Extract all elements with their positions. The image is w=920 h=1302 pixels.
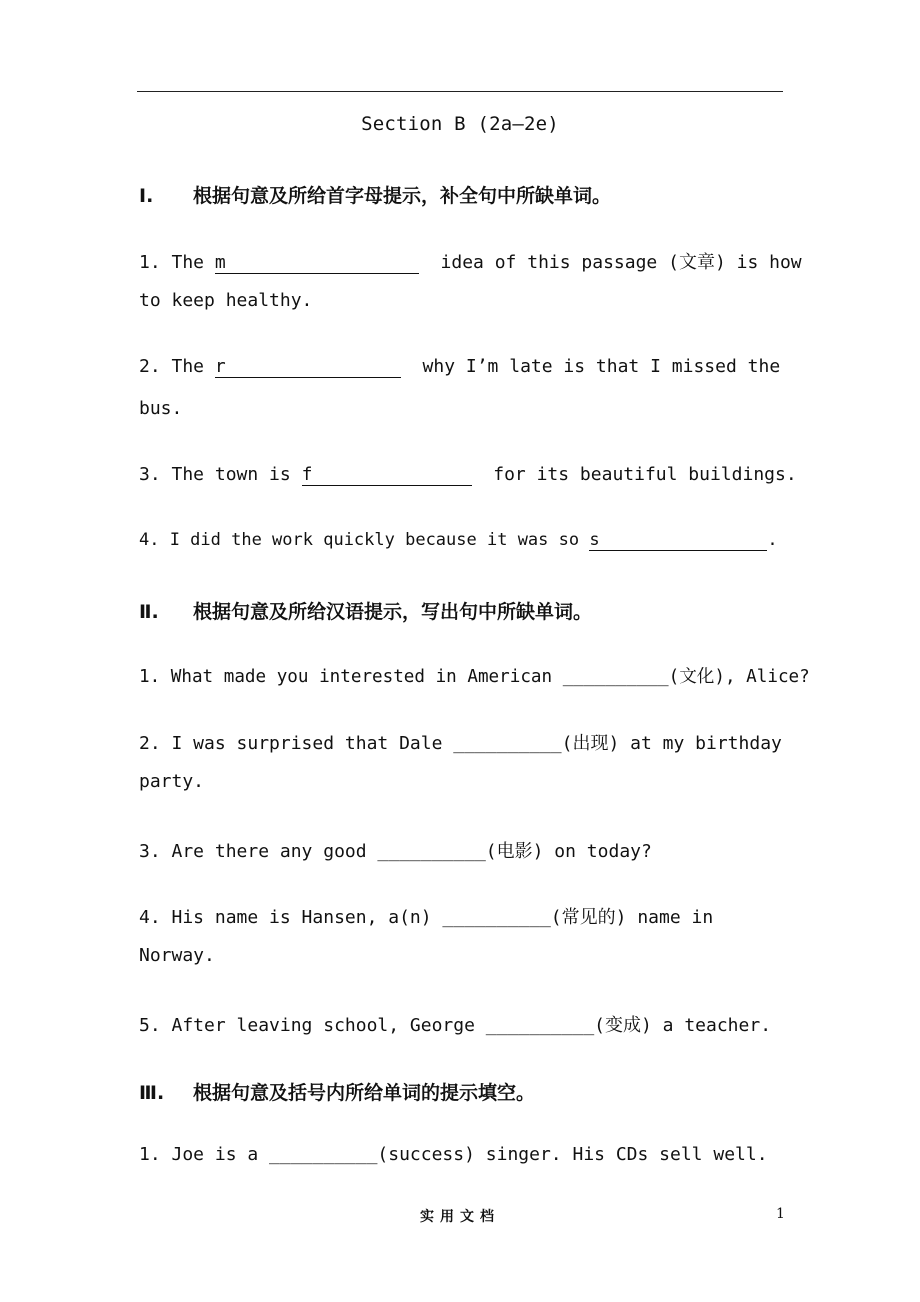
part2-item-4-continuation: Norway. bbox=[139, 945, 215, 966]
part1-item-2 bbox=[139, 356, 780, 378]
part2-instructions: 根据句意及所给汉语提示，写出句中所缺单词。 bbox=[193, 601, 593, 623]
part1-item-3-letter: f bbox=[301, 464, 313, 485]
header-rule bbox=[137, 91, 783, 92]
part1-item-4-letter: s bbox=[589, 530, 600, 550]
part2-number: Ⅱ. bbox=[139, 601, 159, 623]
part1-item-2-blank[interactable] bbox=[215, 357, 401, 378]
part1-item-3 bbox=[139, 464, 797, 486]
page-title: Section B (2a—2e) bbox=[361, 113, 559, 135]
part1-item-2-continuation: bus. bbox=[139, 398, 183, 419]
part3-heading bbox=[139, 1078, 535, 1105]
part1-item-1-letter: m bbox=[214, 252, 226, 273]
part1-item-4-rest: . bbox=[767, 530, 778, 550]
part1-item-2-letter: r bbox=[214, 356, 226, 377]
part1-item-4-blank[interactable] bbox=[589, 531, 767, 551]
part1-item-2-lead: 2. The bbox=[139, 356, 215, 377]
part3-instructions: 根据句意及括号内所给单词的提示填空。 bbox=[193, 1082, 536, 1104]
part1-item-1-rest: idea of this passage (文章) is how bbox=[418, 252, 802, 273]
part1-item-1-blank[interactable] bbox=[215, 253, 419, 274]
part2-heading bbox=[139, 597, 592, 624]
part1-number: Ⅰ. bbox=[139, 185, 154, 207]
part2-item-1: 1. What made you interested in American __________(文化), Alice? bbox=[139, 667, 810, 687]
part3-number: Ⅲ. bbox=[139, 1082, 165, 1104]
part1-item-3-blank[interactable] bbox=[302, 465, 472, 486]
part1-item-1-continuation: to keep healthy. bbox=[139, 290, 313, 311]
footer-label: 实用文档 bbox=[420, 1209, 500, 1225]
part1-item-3-lead: 3. The town is bbox=[139, 464, 302, 485]
part1-item-3-rest: for its beautiful buildings. bbox=[471, 464, 797, 485]
part3-item-1: 1. Joe is a __________(success) singer. His CDs sell well. bbox=[139, 1144, 768, 1165]
part1-item-4-lead: 4. I did the work quickly because it was so bbox=[139, 530, 590, 550]
part1-item-2-rest: why I’m late is that I missed the bbox=[400, 356, 781, 377]
page-number: 1 bbox=[776, 1206, 785, 1222]
part1-instructions: 根据句意及所给首字母提示，补全句中所缺单词。 bbox=[193, 185, 612, 207]
part2-item-2: 2. I was surprised that Dale __________(出现) at my birthday bbox=[139, 733, 782, 754]
part1-item-1 bbox=[139, 248, 802, 274]
part1-heading bbox=[139, 181, 611, 208]
part2-item-3: 3. Are there any good __________(电影) on today? bbox=[139, 841, 652, 862]
part2-item-5: 5. After leaving school, George __________(变成) a teacher. bbox=[139, 1015, 772, 1036]
part1-item-4 bbox=[139, 530, 778, 551]
part1-item-1-lead: 1. The bbox=[139, 252, 215, 273]
part2-item-2-continuation: party. bbox=[139, 771, 205, 792]
part2-item-4: 4. His name is Hansen, a(n) __________(常见的) name in bbox=[139, 907, 714, 928]
